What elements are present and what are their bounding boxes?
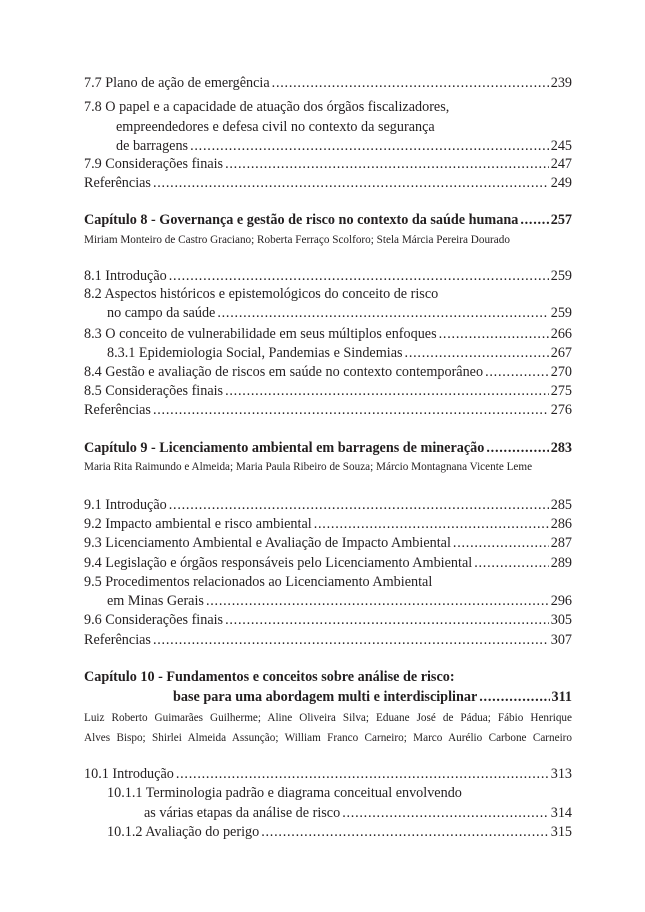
toc-chapter-8[interactable] xyxy=(84,210,572,230)
toc-page-number: 266 xyxy=(550,326,572,342)
toc-page-number: 314 xyxy=(550,805,572,821)
chapter-title: Capítulo 8 - Governança e gestão de risco no contexto da saúde humana xyxy=(84,212,519,228)
toc-page-number: 259 xyxy=(550,268,572,284)
toc-page-number: 315 xyxy=(550,824,572,840)
toc-entry-title: 9.3 Licenciamento Ambiental e Avaliação de Impacto Ambiental xyxy=(84,535,451,551)
toc-page-number: 289 xyxy=(550,555,572,571)
toc-entry-10-1-2[interactable] xyxy=(107,822,572,842)
dot-leader xyxy=(261,822,549,842)
toc-entry-9-2[interactable] xyxy=(84,514,572,534)
toc-page-number: 305 xyxy=(550,612,572,628)
toc-entry-title: 9.1 Introdução xyxy=(84,497,167,513)
toc-entry-7-8[interactable] xyxy=(116,136,572,156)
toc-page-number: 275 xyxy=(550,383,572,399)
toc-entry-9-4[interactable] xyxy=(84,553,572,573)
toc-entry-title: as várias etapas da análise de risco xyxy=(144,805,341,821)
toc-entry-9-5-line1[interactable]: 9.5 Procedimentos relacionados ao Licenciamento Ambiental xyxy=(84,574,433,590)
toc-entry-7-7[interactable] xyxy=(84,73,572,93)
toc-entry-9-6[interactable] xyxy=(84,610,572,630)
toc-page-number: 313 xyxy=(550,766,572,782)
dot-leader xyxy=(314,514,549,534)
toc-page-number: 311 xyxy=(551,689,572,705)
toc-entry-7-8-line2[interactable]: empreendedores e defesa civil no contexto da segurança xyxy=(116,119,435,135)
toc-entry-8-2-line1[interactable]: 8.2 Aspectos históricos e epistemológicos do conceito de risco xyxy=(84,286,439,302)
toc-entry-references-8[interactable] xyxy=(84,400,572,420)
toc-page-number: 285 xyxy=(550,497,572,513)
dot-leader xyxy=(169,495,549,515)
toc-entry-title: Referências xyxy=(84,632,151,648)
chapter-title: Capítulo 9 - Licenciamento ambiental em barragens de mineração xyxy=(84,440,485,456)
dot-leader xyxy=(176,764,549,784)
toc-entry-title: 9.6 Considerações finais xyxy=(84,612,224,628)
toc-entry-8-3[interactable] xyxy=(84,324,572,344)
toc-page-number: 276 xyxy=(550,402,572,418)
toc-page-number: 249 xyxy=(550,175,572,191)
toc-chapter-9[interactable] xyxy=(84,438,572,458)
dot-leader xyxy=(479,687,549,707)
chapter-9-authors: Maria Rita Raimundo e Almeida; Maria Paula Ribeiro de Souza; Márcio Montagnana Vicente Leme xyxy=(84,461,533,473)
toc-entry-title: Referências xyxy=(84,402,151,418)
dot-leader xyxy=(190,136,549,156)
toc-entry-9-3[interactable] xyxy=(84,533,572,553)
dot-leader xyxy=(486,438,548,458)
toc-page-number: 296 xyxy=(550,593,572,609)
toc-page-number: 287 xyxy=(550,535,572,551)
toc-entry-10-1-1-line1[interactable]: 10.1.1 Terminologia padrão e diagrama conceitual envolvendo xyxy=(107,785,462,801)
dot-leader xyxy=(474,553,549,573)
toc-entry-7-9[interactable] xyxy=(84,154,572,174)
toc-entry-8-3-1[interactable] xyxy=(107,343,572,363)
toc-entry-9-5[interactable] xyxy=(107,591,572,611)
toc-page-number: 259 xyxy=(550,305,572,321)
toc-page-number: 307 xyxy=(550,632,572,648)
dot-leader xyxy=(485,362,549,382)
toc-entry-title: 8.1 Introdução xyxy=(84,268,167,284)
toc-entry-title: Referências xyxy=(84,175,151,191)
dot-leader xyxy=(439,324,549,344)
dot-leader xyxy=(520,210,548,230)
dot-leader xyxy=(342,803,549,823)
toc-page-number: 286 xyxy=(550,516,572,532)
dot-leader xyxy=(225,610,549,630)
toc-entry-10-1[interactable] xyxy=(84,764,572,784)
toc-entry-title: 8.3.1 Epidemiologia Social, Pandemias e Sindemias xyxy=(107,345,403,361)
toc-entry-title: 8.5 Considerações finais xyxy=(84,383,224,399)
toc-entry-title: 9.2 Impacto ambiental e risco ambiental xyxy=(84,516,312,532)
chapter-title: base para uma abordagem multi e interdisciplinar xyxy=(173,689,478,705)
dot-leader xyxy=(153,173,549,193)
toc-entry-references-9[interactable] xyxy=(84,630,572,650)
toc-chapter-10[interactable] xyxy=(173,687,572,707)
dot-leader xyxy=(153,400,549,420)
toc-entry-title: no campo da saúde xyxy=(107,305,216,321)
chapter-8-authors: Miriam Monteiro de Castro Graciano; Roberta Ferraço Scolforo; Stela Márcia Pereira Dourado xyxy=(84,234,510,246)
toc-page-number: 267 xyxy=(550,345,572,361)
dot-leader xyxy=(272,73,549,93)
chapter-10-authors-line1: Luiz Roberto Guimarães Guilherme; Aline Oliveira Silva; Eduane José de Pádua; Fábio Henrique xyxy=(84,712,572,724)
dot-leader xyxy=(405,343,549,363)
dot-leader xyxy=(217,303,548,323)
toc-entry-title: em Minas Gerais xyxy=(107,593,204,609)
toc-chapter-10-line1[interactable]: Capítulo 10 - Fundamentos e conceitos sobre análise de risco: xyxy=(84,669,455,685)
chapter-10-authors-line2: Alves Bispo; Shirlei Almeida Assunção; William Franco Carneiro; Marco Aurélio Carbone Carneiro xyxy=(84,732,572,744)
dot-leader xyxy=(169,266,549,286)
toc-entry-7-8-line1[interactable]: 7.8 O papel e a capacidade de atuação dos órgãos fiscalizadores, xyxy=(84,99,450,115)
dot-leader xyxy=(225,381,549,401)
dot-leader xyxy=(225,154,549,174)
toc-entry-title: de barragens xyxy=(116,138,189,154)
toc-page-number: 247 xyxy=(550,156,572,172)
toc-page-number: 245 xyxy=(550,138,572,154)
toc-page-number: 239 xyxy=(550,75,572,91)
toc-entry-title: 10.1 Introdução xyxy=(84,766,174,782)
toc-entry-references-7[interactable] xyxy=(84,173,572,193)
toc-entry-title: 8.3 O conceito de vulnerabilidade em seus múltiplos enfoques xyxy=(84,326,437,342)
toc-entry-title: 7.9 Considerações finais xyxy=(84,156,224,172)
toc-entry-title: 9.4 Legislação e órgãos responsáveis pelo Licenciamento Ambiental xyxy=(84,555,473,571)
toc-entry-title: 10.1.2 Avaliação do perigo xyxy=(107,824,260,840)
toc-entry-9-1[interactable] xyxy=(84,495,572,515)
toc-page-number: 283 xyxy=(550,440,572,456)
dot-leader xyxy=(206,591,549,611)
toc-entry-10-1-1[interactable] xyxy=(144,803,572,823)
toc-page-number: 257 xyxy=(550,212,572,228)
toc-entry-8-1[interactable] xyxy=(84,266,572,286)
dot-leader xyxy=(453,533,549,553)
toc-entry-8-5[interactable] xyxy=(84,381,572,401)
toc-entry-title: 7.7 Plano de ação de emergência xyxy=(84,75,270,91)
toc-entry-8-4[interactable] xyxy=(84,362,572,382)
toc-page-number: 270 xyxy=(550,364,572,380)
toc-entry-title: 8.4 Gestão e avaliação de riscos em saúde no contexto contemporâneo xyxy=(84,364,484,380)
dot-leader xyxy=(153,630,549,650)
toc-entry-8-2[interactable] xyxy=(107,303,572,323)
